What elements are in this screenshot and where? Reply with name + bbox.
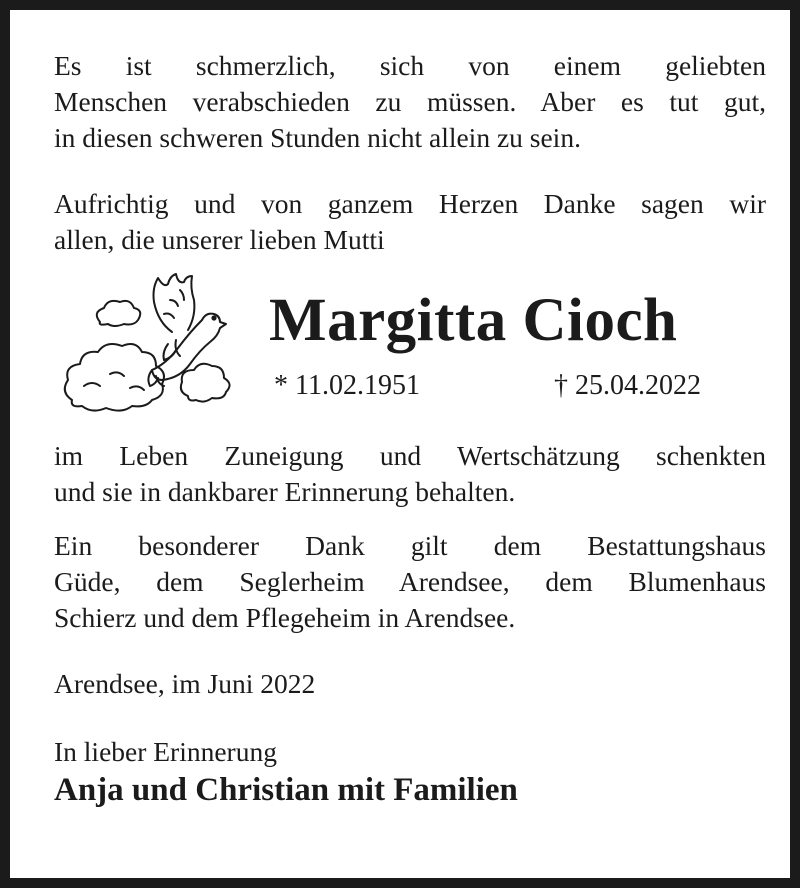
deceased-name: Margitta Cioch (269, 287, 678, 354)
intro-paragraph (54, 48, 766, 156)
thanks-line: Aufrichtig und von ganzem Herzen Danke sagen wir (54, 188, 766, 219)
deceased-block (54, 258, 766, 438)
life-line: und sie in dankbarer Erinnerung behalten. (54, 476, 516, 507)
thanks-line: allen, die unserer lieben Mutti (54, 224, 385, 255)
signature-intro: In lieber Erinnerung (54, 736, 277, 767)
life-paragraph (54, 438, 766, 510)
obituary-content (54, 48, 766, 810)
place-date: Arendsee, im Juni 2022 (54, 668, 316, 699)
special-thanks-paragraph (54, 528, 766, 636)
dove-on-clouds-icon (60, 270, 236, 422)
special-thanks-line: Schierz und dem Pflegeheim in Arendsee. (54, 602, 516, 633)
intro-line: Menschen verabschieden zu müssen. Aber es tut gut, (54, 86, 766, 117)
death-date: † 25.04.2022 (554, 370, 701, 401)
special-thanks-line: Güde, dem Seglerheim Arendsee, dem Blumenhaus (54, 566, 766, 597)
birth-date: * 11.02.1951 (274, 370, 420, 401)
intro-line: Es ist schmerzlich, sich von einem geliebten (54, 50, 766, 81)
signature-names: Anja und Christian mit Familien (54, 772, 518, 808)
intro-line: in diesen schweren Stunden nicht allein zu sein. (54, 122, 581, 153)
special-thanks-line: Ein besonderer Dank gilt dem Bestattungshaus (54, 530, 766, 561)
thanks-paragraph (54, 186, 766, 258)
life-line: im Leben Zuneigung und Wertschätzung schenkten (54, 440, 766, 471)
